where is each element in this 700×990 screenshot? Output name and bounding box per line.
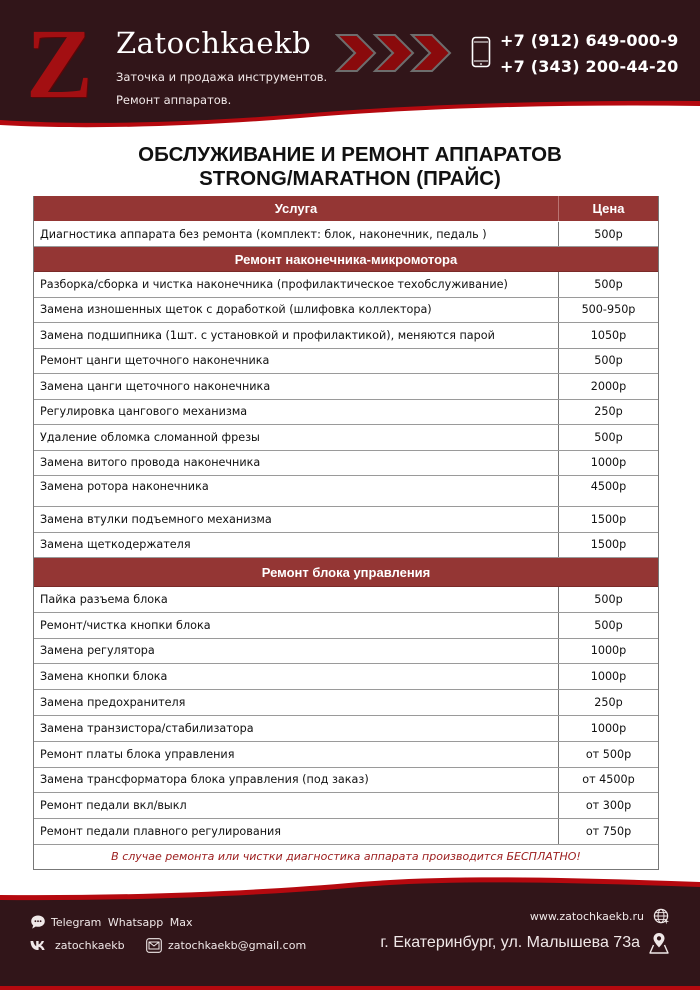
service-price: 1500р <box>590 538 627 552</box>
table-row <box>34 476 658 507</box>
service-price: 1000р <box>590 721 627 735</box>
footer-background <box>0 870 700 990</box>
service-name: Замена регулятора <box>34 639 559 664</box>
messengers-label: Telegram Whatsapp Max <box>51 915 193 929</box>
service-price: 1000р <box>590 670 627 684</box>
service-price: 1500р <box>590 512 627 526</box>
address <box>380 932 669 954</box>
section-header-handpiece: Ремонт наконечника-микромотора <box>34 247 658 272</box>
table-row <box>34 664 658 690</box>
table-row <box>34 639 658 665</box>
phone-number-mobile[interactable]: +7 (912) 649-000-9 <box>500 31 679 50</box>
service-name: Ремонт цанги щеточного наконечника <box>34 349 559 374</box>
vk-link[interactable] <box>30 939 125 952</box>
table-row <box>34 298 658 324</box>
table-row <box>34 272 658 298</box>
service-price: 1000р <box>590 456 627 470</box>
price-table <box>33 196 659 870</box>
service-price: 500р <box>594 227 623 241</box>
map-pin-icon <box>649 932 669 954</box>
table-row <box>34 793 658 819</box>
service-price: 2000р <box>590 379 627 393</box>
service-name: Замена транзистора/стабилизатора <box>34 716 559 741</box>
service-name: Замена цанги щеточного наконечника <box>34 374 559 399</box>
service-name: Замена щеткодержателя <box>34 533 559 558</box>
table-row <box>34 533 658 559</box>
section-header-control-unit: Ремонт блока управления <box>34 558 658 587</box>
service-name: Ремонт педали вкл/выкл <box>34 793 559 818</box>
phone-number-landline[interactable]: +7 (343) 200-44-20 <box>500 57 679 76</box>
table-row <box>34 400 658 426</box>
table-row <box>34 222 658 247</box>
service-name: Замена трансформатора блока управления (под заказ) <box>34 768 559 793</box>
service-price: 1000р <box>590 644 627 658</box>
service-name: Замена изношенных щеток с доработкой (шлифовка коллектора) <box>34 298 559 323</box>
service-name: Ремонт платы блока управления <box>34 742 559 767</box>
table-row <box>34 507 658 533</box>
page-subtitle: STRONG/MARATHON (ПРАЙС) <box>199 167 501 190</box>
table-row <box>34 374 658 400</box>
service-price: 500-950р <box>581 303 636 317</box>
service-price: 500р <box>594 354 623 368</box>
vk-icon <box>30 940 46 951</box>
free-diagnostics-note: В случае ремонта или чистки диагностика аппарата производится БЕСПЛАТНО! <box>111 850 581 864</box>
table-header-row <box>34 196 658 222</box>
service-price: 4500р <box>590 480 627 493</box>
table-row <box>34 819 658 845</box>
email-link[interactable] <box>146 938 306 953</box>
table-row <box>34 613 658 639</box>
table-row <box>34 587 658 613</box>
service-price: 1050р <box>590 328 627 342</box>
globe-icon <box>653 908 670 925</box>
brand-name: Zatochkaekb <box>116 26 312 60</box>
page-footer <box>0 870 700 990</box>
service-price: от 750р <box>585 825 632 839</box>
service-name: Замена ротора наконечника <box>34 476 559 506</box>
service-name: Пайка разъема блока <box>34 587 559 612</box>
table-row <box>34 716 658 742</box>
service-name: Замена подшипника (1шт. с установкой и профилактикой), меняются парой <box>34 323 559 348</box>
tagline-sharpening: Заточка и продажа инструментов. <box>116 70 328 84</box>
service-price: 500р <box>594 430 623 444</box>
service-name: Замена кнопки блока <box>34 664 559 689</box>
vk-handle: zatochkaekb <box>55 939 125 952</box>
service-name: Замена предохранителя <box>34 690 559 715</box>
service-name: Ремонт педали плавного регулирования <box>34 819 559 844</box>
table-row <box>34 742 658 768</box>
service-name: Регулировка цангового механизма <box>34 400 559 425</box>
messengers-contact[interactable] <box>30 914 192 930</box>
service-price: 500р <box>594 277 623 291</box>
smartphone-icon <box>471 36 491 68</box>
website-link[interactable] <box>530 908 670 925</box>
page-title: ОБСЛУЖИВАНИЕ И РЕМОНТ АППАРАТОВ <box>138 143 562 166</box>
service-price: 500р <box>594 618 623 632</box>
service-price: 250р <box>594 405 623 419</box>
page-header <box>0 0 700 140</box>
table-row <box>34 768 658 794</box>
table-row <box>34 425 658 451</box>
column-header-price: Цена <box>592 201 625 216</box>
table-row <box>34 690 658 716</box>
table-row <box>34 451 658 477</box>
service-name: Диагностика аппарата без ремонта (комплект: блок, наконечник, педаль ) <box>34 222 559 246</box>
service-price: 500р <box>594 592 623 606</box>
service-name: Замена втулки подъемного механизма <box>34 507 559 532</box>
service-price: 250р <box>594 696 623 710</box>
envelope-icon <box>146 938 162 953</box>
service-name: Замена витого провода наконечника <box>34 451 559 476</box>
website-url: www.zatochkaekb.ru <box>529 910 644 923</box>
service-name: Удаление обломка сломанной фрезы <box>34 425 559 450</box>
address-text: г. Екатеринбург, ул. Малышева 73а <box>380 934 640 951</box>
column-header-service: Услуга <box>34 196 559 221</box>
service-price: от 4500р <box>582 773 635 787</box>
email-address: zatochkaekb@gmail.com <box>168 939 307 952</box>
tagline-repair: Ремонт аппаратов. <box>116 93 232 107</box>
service-name: Разборка/сборка и чистка наконечника (профилактическое техобслуживание) <box>34 272 559 297</box>
service-name: Ремонт/чистка кнопки блока <box>34 613 559 638</box>
chat-bubble-icon <box>30 914 46 930</box>
table-row <box>34 323 658 349</box>
chevrons-icon <box>335 33 455 73</box>
service-price: от 300р <box>585 799 632 813</box>
logo-icon: Z <box>26 8 93 119</box>
table-row <box>34 349 658 375</box>
service-price: от 500р <box>585 747 632 761</box>
